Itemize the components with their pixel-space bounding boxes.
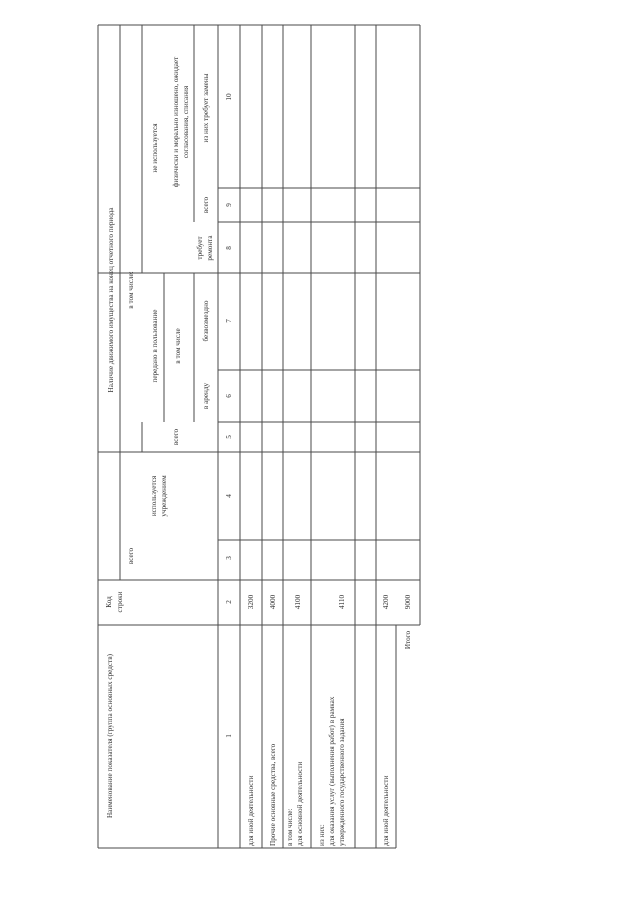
header-free-use: безвозмездно (202, 300, 210, 342)
row-label-line3: утвержденного государственного задания (338, 718, 346, 846)
row-label: для иной деятельности (382, 775, 390, 846)
header-transferred: передано в пользование (151, 309, 159, 383)
header-repair-line1: требует (196, 236, 204, 260)
column-number-8: 8 (225, 246, 233, 250)
header-main-group: Наличие движимого имущества на конец отчетного периода (107, 207, 115, 393)
header-name-col: Наименование показателя (группа основных средств) (106, 653, 114, 819)
table-row-9000 (404, 594, 412, 649)
header-total: всего (127, 547, 135, 565)
column-number-5: 5 (225, 435, 233, 439)
header-replacement: из них требует замены (202, 73, 210, 143)
column-number-6: 6 (225, 394, 233, 398)
table-row-3200 (247, 594, 255, 846)
header-lease: в аренду (202, 382, 210, 410)
row-code: 4100 (294, 594, 302, 610)
header-transferred-total: всего (172, 428, 180, 446)
row-label: Прочие основные средства, всего (269, 743, 277, 846)
header-code-line1: Код (105, 596, 113, 608)
row-label-line2: для оказания услуг (выполнения работ) в рамках (328, 696, 336, 846)
header-obsolete-total: всего (202, 196, 210, 214)
column-number-2: 2 (225, 600, 233, 604)
row-code: 9000 (404, 594, 412, 610)
header-repair-line2: ремонта (206, 235, 214, 261)
row-code: 4000 (269, 594, 277, 610)
row-code: 4200 (382, 594, 390, 610)
table-row-4000 (269, 594, 277, 846)
row-label: для иной деятельности (247, 775, 255, 846)
column-number-9: 9 (225, 203, 233, 207)
column-number-1: 1 (225, 734, 233, 738)
row-label-total: Итого (404, 630, 412, 650)
column-number-10: 10 (225, 93, 233, 101)
table-row-4110 (318, 595, 346, 846)
header-obsolete-line2: согласования, списания (182, 85, 190, 159)
header-code-line2: строки (116, 591, 124, 613)
column-number-7: 7 (225, 319, 233, 323)
header-not-used: не используется (151, 123, 159, 173)
header-used-line1: используется (150, 475, 158, 517)
row-label-line1: в том числе: (286, 808, 294, 846)
row-code: 4110 (338, 594, 346, 610)
header-obsolete-line1: физически и морально изношено, ожидает (172, 56, 180, 188)
table-header (105, 56, 214, 818)
row-label-line1: из них: (318, 824, 326, 846)
header-in-that-number: в том числе: (127, 271, 135, 309)
table-row-4200 (382, 594, 390, 846)
table-grid (98, 25, 420, 848)
row-label-line2: для основной деятельности (296, 761, 304, 846)
column-number-3: 3 (225, 556, 233, 560)
header-transferred-in-number: в том числе (174, 328, 182, 364)
column-numbers-row (225, 93, 233, 738)
table-row-4100 (286, 594, 304, 846)
row-code: 3200 (247, 594, 255, 610)
column-number-4: 4 (225, 494, 233, 498)
header-used-line2: учреждением (160, 475, 168, 517)
